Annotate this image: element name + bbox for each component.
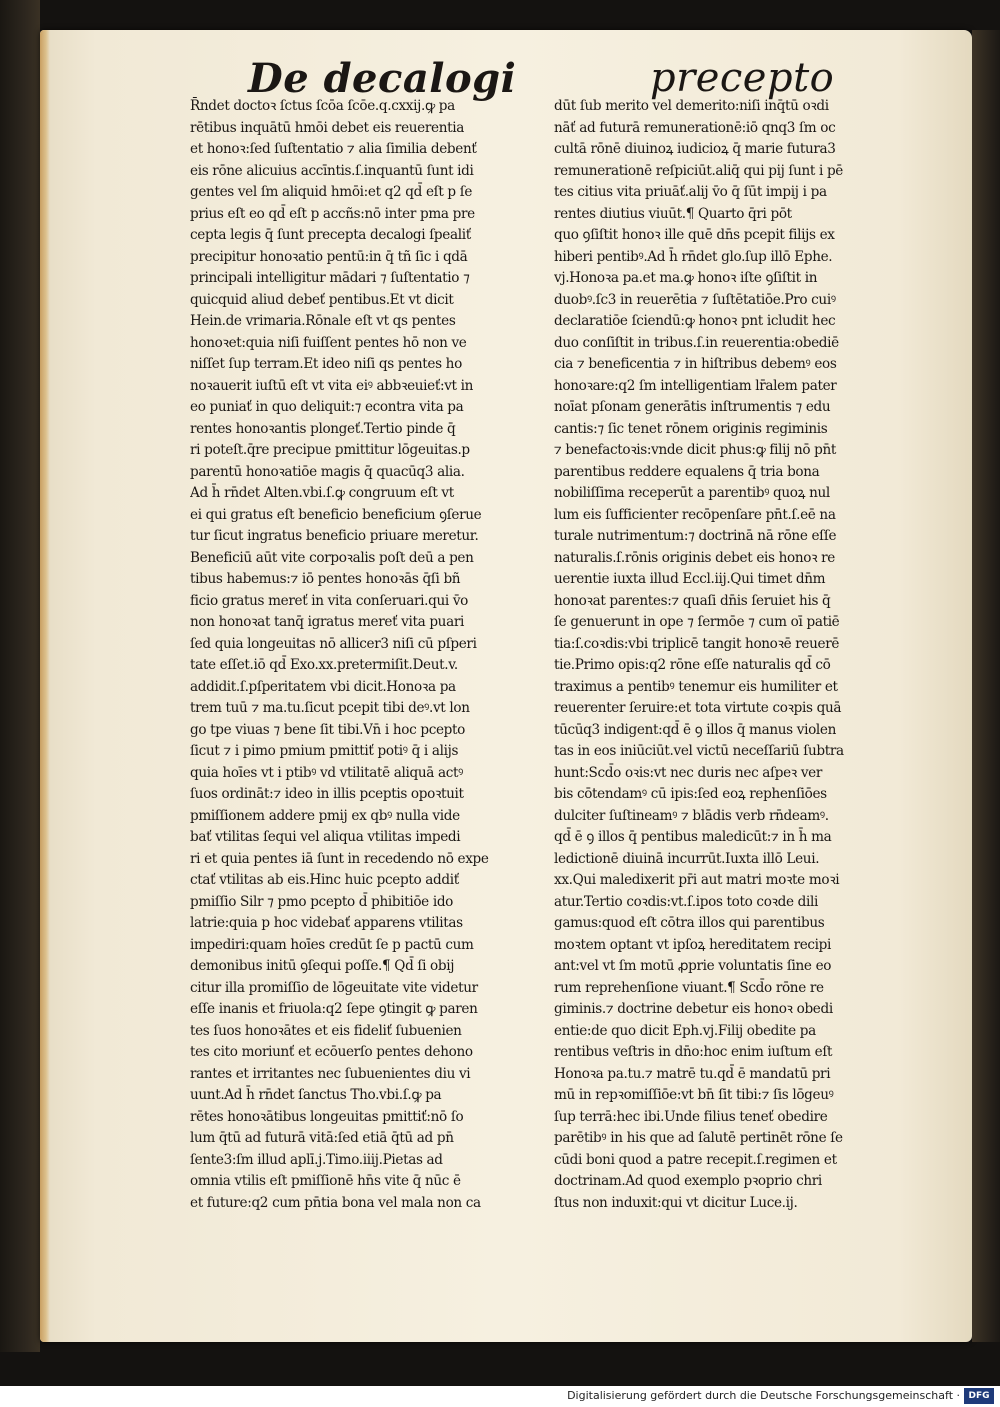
text-line: honoꝛare:q2 ſm intelligentiam lr̄alem pater bbox=[554, 377, 837, 394]
page-right-edge bbox=[972, 30, 1000, 1342]
text-line: R̄ndet doctoꝛ ſctus ſcōa ſcōe.q.cxxij.ꝙ pa bbox=[190, 98, 455, 114]
text-line: eſſe inanis et friuola:q2 ſepe ꝯtingit ꝙ paren bbox=[190, 1001, 478, 1017]
text-line: lum q̄tū ad futurā vitā:ſed etiā q̄tū ad pn̄ bbox=[190, 1130, 454, 1146]
text-line: duo conſiſtit in tribus.ſ.in reuerentia:obediē bbox=[554, 334, 839, 351]
text-line: qd̄ ē ꝯ illos q̄ pentibus maledicūt:⁊ in h̄ ma bbox=[554, 829, 832, 845]
text-line: tes cito moriunť et ecōuerſo pentes dehono bbox=[190, 1044, 473, 1060]
text-line: parentibus reddere equalens q̄ tria bona bbox=[554, 463, 820, 480]
text-line: latrie:quia p hoc videbať apparens vtilitas bbox=[190, 915, 463, 931]
text-line: ſed quia longeuitas nō allicer3 niſi cū pſperi bbox=[190, 635, 477, 652]
text-line: ledictionē diuinā incurrūt.Iuxta illō Leui. bbox=[554, 850, 820, 867]
text-line: dulciter ſuſtineamꝰ ⁊ blādis verb rn̄deamꝰ. bbox=[554, 807, 829, 824]
text-line: addidit.ſ.pſperitatem vbi dicit.Honoꝛa pa bbox=[190, 678, 456, 695]
text-line: declaratiōe ſciendū:ꝙ honoꝛ pnt icludit hec bbox=[554, 313, 836, 329]
text-column-right bbox=[554, 96, 912, 1214]
text-line: atur.Tertio coꝛdis:vt.ſ.ipos toto coꝛde dili bbox=[554, 893, 818, 910]
text-line: bis cōtendamꝰ cū ipis:ſed eoꝝ rephenſiōes bbox=[554, 786, 827, 802]
footer-bar bbox=[0, 1386, 1000, 1407]
text-line: pmiſſionem addere pmij ex qbꝰ nulla vide bbox=[190, 807, 460, 824]
text-line: nobiliſſima receperūt a parentibꝰ quoꝝ nul bbox=[554, 485, 830, 501]
text-line: hiberi pentibꝰ.Ad h̄ rn̄det glo.ſup illō Ephe. bbox=[554, 248, 833, 265]
text-line: tur ſicut ingratus beneficio priuare meretur. bbox=[190, 528, 479, 544]
text-line: ſente3:ſm illud aplī.j.Timo.iiij.Pietas ad bbox=[190, 1151, 443, 1168]
text-line: rētibus inquātū hmōi debet eis reuerentia bbox=[190, 119, 464, 136]
text-line: honoꝛet:quia niſi fuiſſent pentes hō non ve bbox=[190, 334, 467, 351]
text-line: turale nutrimentum:⁊ doctrinā nā rōne eſſe bbox=[554, 528, 837, 544]
text-line: ri et quia pentes iā ſunt in recedendo nō expe bbox=[190, 850, 489, 867]
text-line: quo ꝯſiſtit honoꝛ ille quē dn̄s pcepit filijs ex bbox=[554, 227, 835, 243]
text-line: vj.Honoꝛa pa.et ma.ꝙ honoꝛ iſte ꝯſiſtit in bbox=[554, 270, 818, 286]
text-line: rentibus veſtris in dn̄o:hoc enim iuſtum eſt bbox=[554, 1044, 833, 1060]
text-line: rum reprehenſione viuant.¶ Scd̄o rōne re bbox=[554, 979, 824, 996]
text-line: lum eis ſufficienter recōpenſare pn̄t.ſ.eē na bbox=[554, 506, 836, 523]
text-line: pmiſſio Silr ⁊ pmo pcepto d̄ phibitiōe ido bbox=[190, 893, 454, 910]
text-line: tes ſuos honoꝛātes et eis fideliť ſubuenien bbox=[190, 1022, 462, 1039]
text-line: noīat pſonam generātis inſtrumentis ⁊ edu bbox=[554, 399, 831, 415]
text-line: parētibꝰ in his que ad ſalutē pertinēt rōne ſe bbox=[554, 1130, 843, 1146]
text-line: tūcūq3 indigent:qd̄ ē ꝯ illos q̄ manus violen bbox=[554, 721, 837, 738]
text-line: cultā rōnē diuinoꝝ iudicioꝝ q̄ marie futura3 bbox=[554, 141, 836, 157]
text-line: ei qui gratus eſt beneficio beneficium ꝯſerue bbox=[190, 506, 482, 523]
text-line: tas in eos iniūciūt.vel victū neceſſariū ſubtra bbox=[554, 743, 844, 759]
text-line: prius eſt eo qd̄ eſt p accñs:nō inter pma pre bbox=[190, 205, 475, 222]
text-line: principali intelligitur mādari ⁊ ſuſtentatio ⁊ bbox=[190, 270, 470, 286]
dfg-logo: DFG bbox=[964, 1388, 994, 1404]
text-line: impediri:quam hoīes credūt ſe p pactū cum bbox=[190, 936, 474, 953]
text-line: eo puniať in quo deliquit:⁊ econtra vita pa bbox=[190, 399, 464, 415]
text-line: ant:vel vt ſm motū ꝓprie voluntatis ſine eo bbox=[554, 958, 832, 974]
text-line: bať vtilitas ſequi vel aliqua vtilitas impedi bbox=[190, 829, 461, 845]
text-line: eis rōne alicuius accīntis.ſ.inquantū ſunt idi bbox=[190, 162, 474, 179]
text-line: tes citius vita priuāť.alij v̄o q̄ ſūt impij i pa bbox=[554, 184, 827, 200]
text-line: omnia vtilis eſt pmiſſionē hn̄s vite q̄ nūc ē bbox=[190, 1173, 461, 1189]
text-line: tia:ſ.coꝛdis:vbi triplicē tangit honoꝛē reuerē bbox=[554, 635, 840, 652]
text-line: noꝛauerit iuſtū eſt vt vita eiꝰ abbꝛeuieť:vt in bbox=[190, 377, 474, 394]
text-line: moꝛtem optant vt ipſoꝝ hereditatem recipi bbox=[554, 936, 832, 953]
text-line: uerentie iuxta illud Eccl.iij.Qui timet dn̄m bbox=[554, 571, 826, 587]
book-spine bbox=[0, 0, 40, 1352]
text-line: rētes honoꝛātibus longeuitas pmittiť:nō ſo bbox=[190, 1108, 464, 1125]
text-line: hunt:Scd̄o oꝛis:vt nec duris nec aſpeꝛ ver bbox=[554, 764, 823, 781]
text-line: rentes diutius viuūt.¶ Quarto q̄ri pōt bbox=[554, 205, 792, 222]
text-line: Ad h̄ rn̄det Alten.vbi.ſ.ꝙ congruum eſt vt bbox=[190, 485, 454, 501]
text-line: giminis.⁊ doctrine debetur eis honoꝛ obedi bbox=[554, 1001, 833, 1017]
text-line: ſe genuerunt in ope ⁊ ſermōe ⁊ cum oī patiē bbox=[554, 614, 840, 630]
page-edge bbox=[40, 30, 50, 1342]
text-line: naturalis.ſ.rōnis originis debet eis honoꝛ re bbox=[554, 549, 835, 566]
text-line: traximus a pentibꝰ tenemur eis humiliter et bbox=[554, 678, 838, 695]
text-line: tibus habemus:⁊ iō pentes honoꝛās q̄ſi bñ bbox=[190, 571, 461, 587]
text-line: cepta legis q̄ ſunt precepta decalogi ſpealiť bbox=[190, 227, 471, 243]
text-line: cia ⁊ beneficentia ⁊ in hiſtribus debemꝰ eos bbox=[554, 356, 837, 372]
text-line: mū in repꝛomiſſiōe:vt bn̄ ſit tibi:⁊ ſis lōgeuꝰ bbox=[554, 1087, 834, 1103]
text-line: rantes et irritantes nec ſubuenientes diu vi bbox=[190, 1065, 471, 1082]
text-line: xx.Qui maledixerit pr̄i aut matri moꝛte moꝛi bbox=[554, 872, 840, 888]
text-line: tie.Primo opis:q2 rōne eſſe naturalis qd̄ cō bbox=[554, 657, 831, 673]
text-line: quia hoīes vt i ptibꝰ vd vtilitatē aliquā actꝰ bbox=[190, 764, 463, 781]
text-line: ficio gratus mereť in vita conſeruari.qui v̄o bbox=[190, 592, 469, 609]
text-line: cūdi boni quod a patre recepit.ſ.regimen et bbox=[554, 1151, 837, 1168]
text-line: ſup terrā:hec ibi.Unde filius teneť obedire bbox=[554, 1108, 828, 1125]
text-line: ſicut ⁊ i pimo pmium pmittiť potiꝰ q̄ i alijs bbox=[190, 743, 459, 759]
text-line: Honoꝛa pa.tu.⁊ matrē tu.qd̄ ē mandatū pri bbox=[554, 1065, 831, 1082]
text-line: rentes honoꝛantis plongeť.Tertio pinde q̄ bbox=[190, 420, 456, 437]
text-line: non honoꝛat tanq̄ igratus mereť vita puari bbox=[190, 614, 464, 630]
running-header-right: precepto bbox=[650, 55, 835, 101]
text-line: duobꝰ.ſc3 in reuerētia ⁊ ſuſtētatiōe.Pro cuiꝰ bbox=[554, 291, 836, 308]
text-line: nāť ad futurā remunerationē:iō qnq3 ſm oc bbox=[554, 119, 836, 136]
text-line: ri poteſt.q̄re precipue pmittitur lōgeuitas.p bbox=[190, 442, 470, 458]
text-line: go tpe viuas ⁊ bene ſit tibi.Vn̄ i hoc pcepto bbox=[190, 721, 465, 738]
text-line: ⁊ benefactoꝛis:vnde dicit phus:ꝙ filij nō pn̄t bbox=[554, 442, 837, 458]
text-line: gentes vel ſm aliquid hmōi:et q2 qd̄ eſt p ſe bbox=[190, 184, 473, 200]
text-line: honoꝛat parentes:⁊ quaſi dn̄is ſeruiet his q̄ bbox=[554, 592, 831, 609]
text-line: tate eſſet.iō qd̄ Exo.xx.pretermiſit.Deut.v. bbox=[190, 657, 458, 673]
text-line: quicquid aliud debeť pentibus.Et vt dicit bbox=[190, 291, 454, 308]
text-line: ſuos ordināt:⁊ ideo in illis pceptis opoꝛtuit bbox=[190, 786, 464, 802]
text-line: remunerationē reſpiciūt.aliq̄ qui pij ſunt i pē bbox=[554, 162, 844, 179]
text-line: citur illa promiſſio de lōgeuitate vite videtur bbox=[190, 979, 478, 996]
text-line: entie:de quo dicit Eph.vj.Filij obedite pa bbox=[554, 1022, 816, 1039]
text-line: uunt.Ad h̄ rn̄det ſanctus Tho.vbi.ſ.ꝙ pa bbox=[190, 1087, 442, 1103]
text-line: trem tuū ⁊ ma.tu.ſicut pcepit tibi deꝰ.vt lon bbox=[190, 700, 470, 716]
text-line: demonibus initū ꝯſequi poſſe.¶ Qd̄ ſi obij bbox=[190, 958, 455, 974]
text-line: dūt ſub merito vel demerito:niſi inq̄tū oꝛdi bbox=[554, 98, 829, 114]
text-line: precipitur honoꝛatio pentū:in q̄ tñ ſic i qdā bbox=[190, 248, 468, 265]
text-line: ctať vtilitas ab eis.Hinc huic pcepto addiť bbox=[190, 872, 459, 888]
text-line: Beneficiū aūt vite corpoꝛalis poſt deū a pen bbox=[190, 549, 474, 566]
text-line: niſſet ſup terram.Et ideo niſi qs pentes ho bbox=[190, 356, 462, 372]
text-line: gamus:quod eſt cōtra illos qui parentibus bbox=[554, 915, 825, 931]
running-header-left: De decalogi bbox=[248, 55, 517, 102]
text-line: reuerenter ſeruire:et tota virtute coꝛpis quā bbox=[554, 700, 842, 716]
text-line: cantis:⁊ ſic tenet rōnem originis regiminis bbox=[554, 420, 828, 437]
text-column-left bbox=[190, 96, 548, 1214]
text-line: parentū honoꝛatiōe magis q̄ quacūq3 alia. bbox=[190, 463, 465, 480]
text-line: doctrinam.Ad quod exemplo pꝛoprio chri bbox=[554, 1173, 822, 1189]
text-line: et honoꝛ:ſed ſuſtentatio ⁊ alia ſimilia debenť bbox=[190, 141, 477, 157]
text-line: Hein.de vrimaria.Rōnale eſt vt qs pentes bbox=[190, 313, 456, 329]
text-line: et future:q2 cum pn̄tia bona vel mala non ca bbox=[190, 1194, 481, 1211]
text-line: ſtus non induxit:qui vt dicitur Luce.ij. bbox=[554, 1194, 798, 1211]
footer-credit: Digitalisierung gefördert durch die Deutsche Forschungsgemeinschaft · bbox=[567, 1389, 960, 1402]
